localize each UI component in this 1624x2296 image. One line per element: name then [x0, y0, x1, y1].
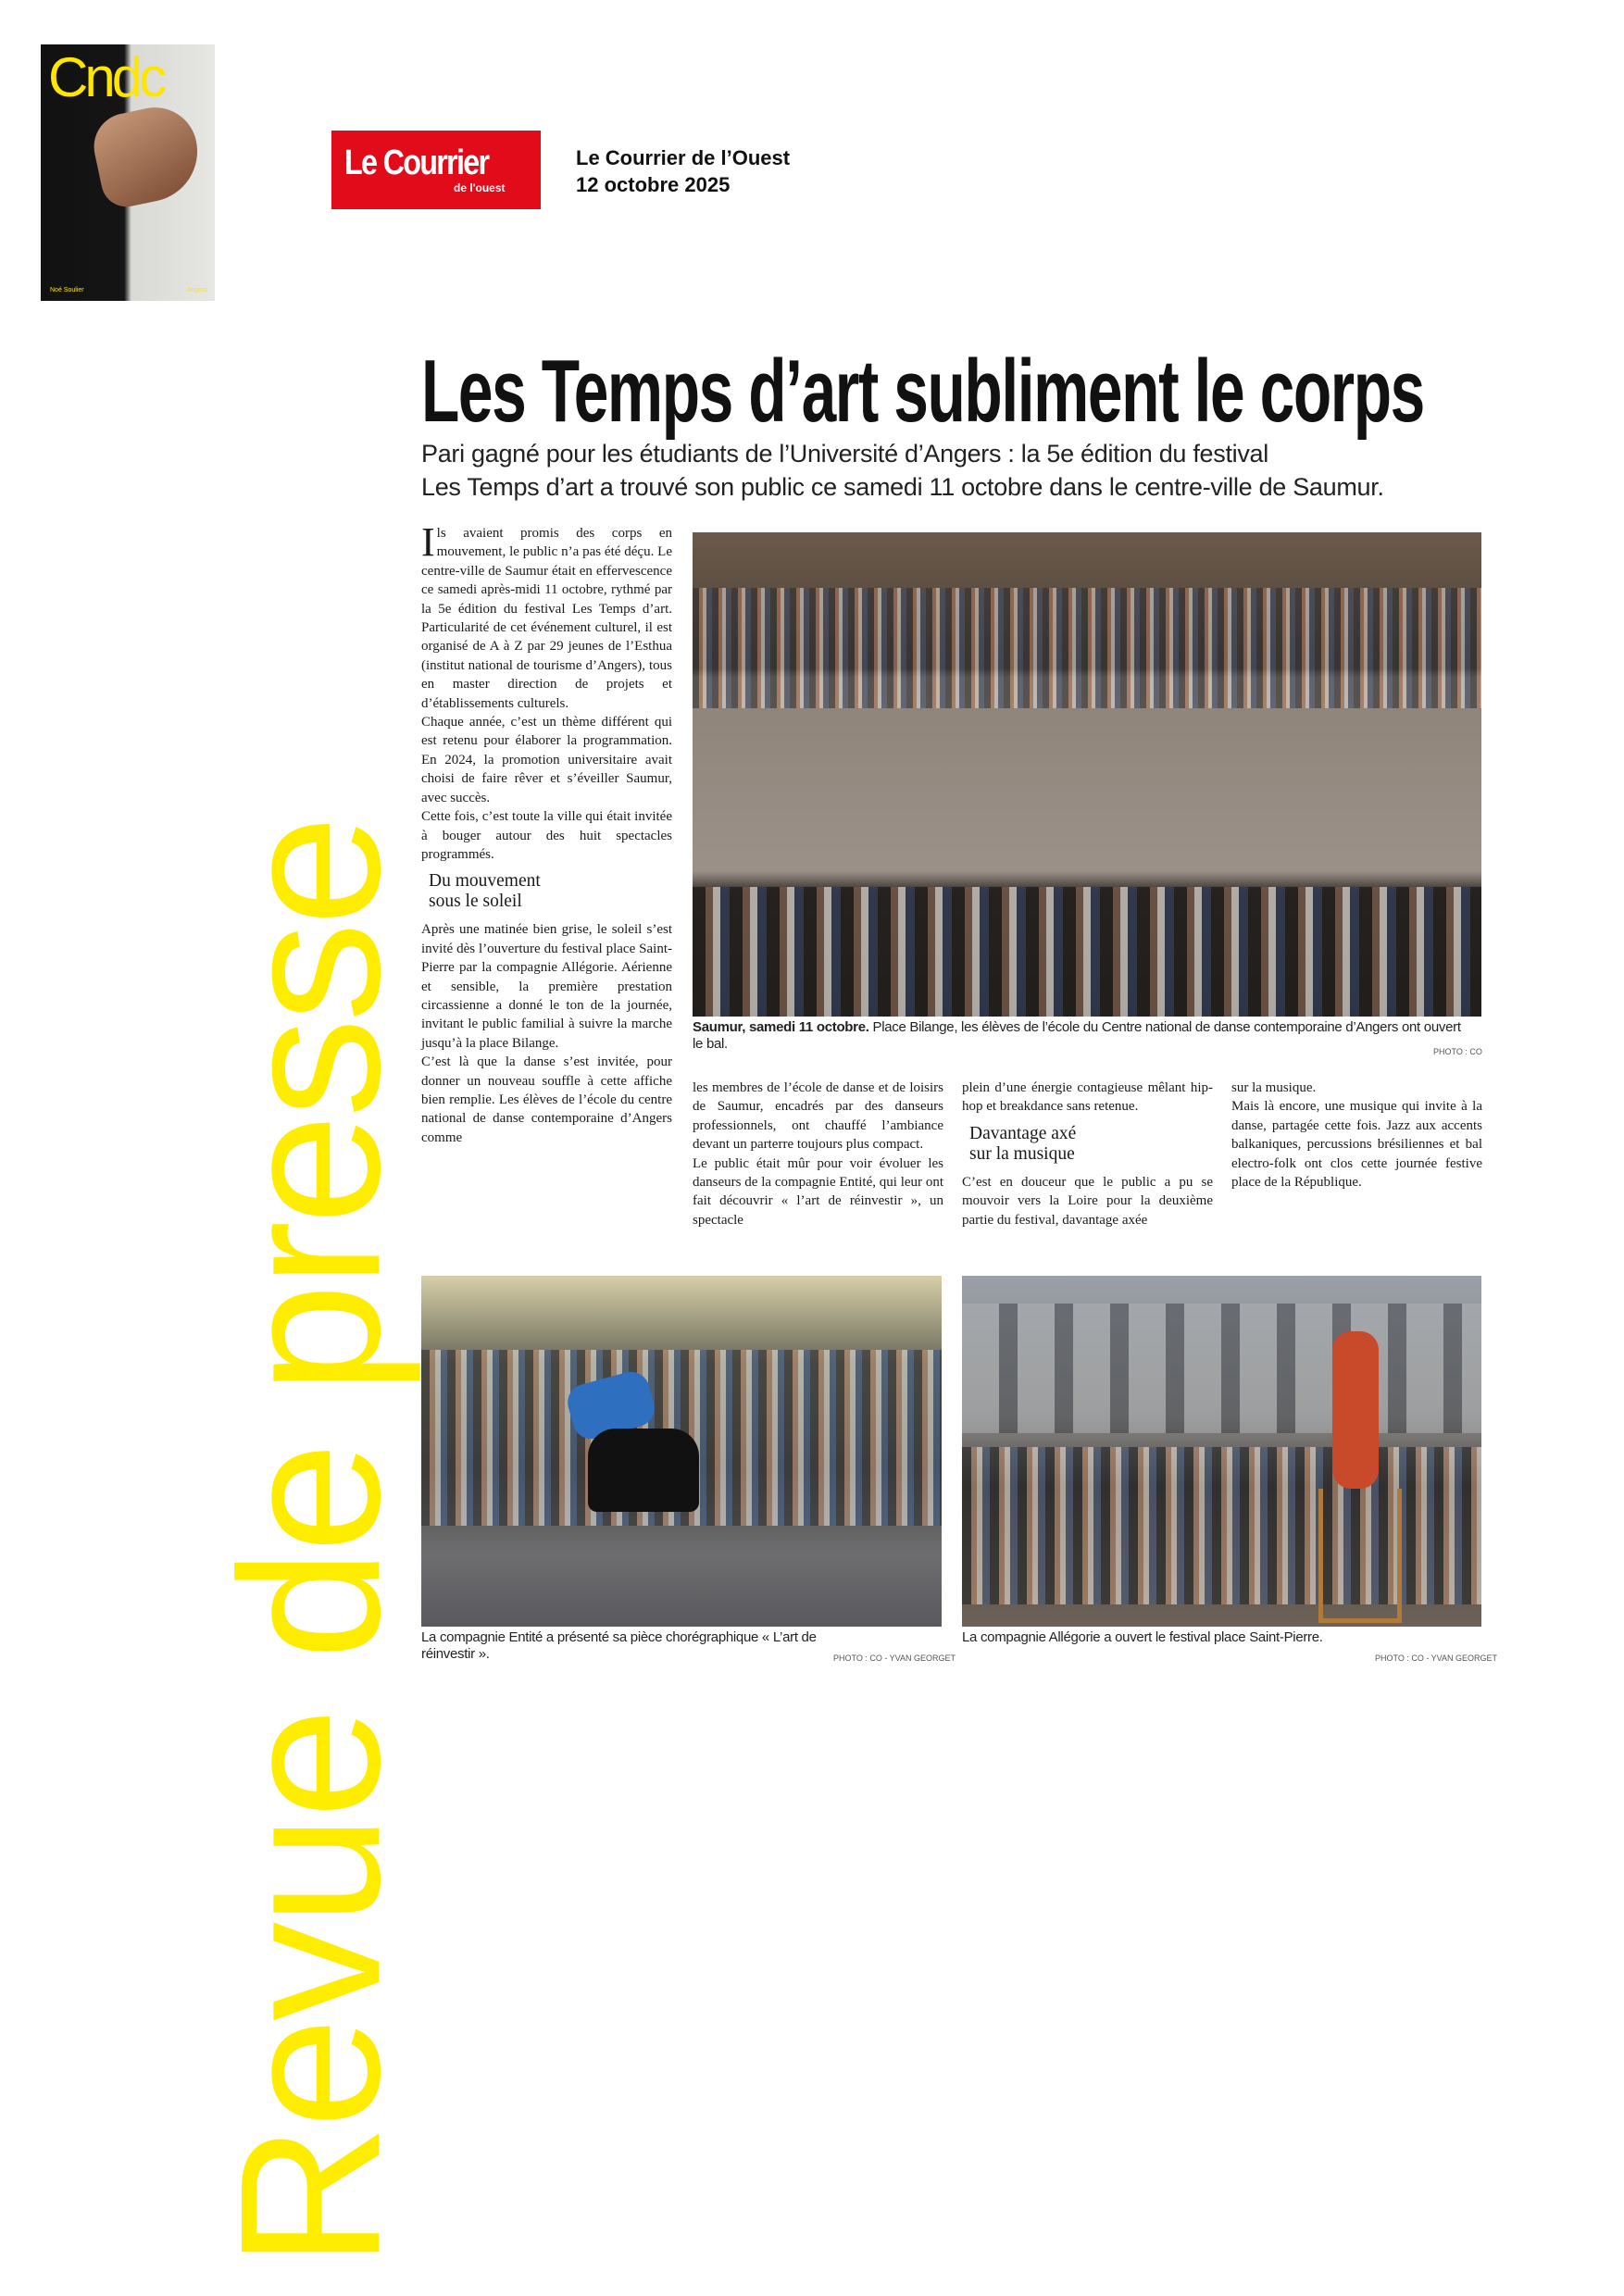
dancer-legs: [588, 1429, 699, 1512]
acrobat: [1332, 1331, 1379, 1489]
headline: Les Temps d’art subliment le corps: [421, 342, 1424, 441]
main-photo-caption: [693, 1019, 1470, 1053]
cndc-poster: [41, 44, 215, 301]
dropcap: I: [421, 519, 435, 565]
poster-footer-right: Angers: [186, 287, 207, 293]
paragraph: Cette fois, c’est toute la ville qui était invitée à bouger autour des huit spectacles programmés.: [421, 809, 672, 862]
paragraph: Chaque année, c’est un thème différent qui est retenu pour élaborer la programmation. En 2024, la promotion universitaire avait choisi de faire rêver et s’éveiller Saumur, avec succès.: [421, 715, 672, 805]
caption-text: Place Bilange, les élèves de l’école du Centre national de danse contemporaine d’Angers ont ouvert le bal.: [693, 1019, 1461, 1052]
buildings: [962, 1304, 1481, 1433]
paragraph: C’est là que la danse s’est invitée, pour donner un nouveau souffle à cette affiche bien remplie. Les élèves de l’école du centre national de danse contemporaine d’Angers comme: [421, 1054, 672, 1145]
photo-entite-caption: La compagnie Entité a présenté sa pièce chorégraphique « L’art de réinvestir ».: [421, 1629, 817, 1662]
source-date: 12 octobre 2025: [576, 173, 731, 196]
subtitle-line2: Les Temps d’art a trouvé son public ce samedi 11 octobre dans le centre-ville de Saumur.: [421, 473, 1384, 501]
column-3: [962, 1079, 1213, 1229]
logo-line1: Le Courrier: [344, 144, 489, 182]
photo-credit: PHOTO : CO: [1433, 1047, 1482, 1056]
poster-footer-left: Noé Soulier: [50, 287, 84, 293]
subtitle-line1: Pari gagné pour les étudiants de l’Université d’Angers : la 5e édition du festival: [421, 440, 1268, 468]
column-1: [421, 519, 672, 1147]
paragraph-continued: plein d’une énergie contagieuse mêlant hip-hop et breakdance sans retenue.: [962, 1080, 1213, 1115]
caption-bold: Saumur, samedi 11 octobre.: [693, 1019, 869, 1035]
photo-allegorie-caption: La compagnie Allégorie a ouvert le festival place Saint-Pierre.: [962, 1629, 1323, 1645]
paragraph-continued: sur la musique.: [1231, 1080, 1317, 1095]
paragraph: Mais là encore, une musique qui invite à la danse, partagée cette fois. Jazz aux accents balkaniques, percussions brésiliennes et bal electro-folk ont clos cette journée festive place de la République.: [1231, 1099, 1482, 1191]
side-title: Revue de presse: [198, 818, 421, 2268]
crowd: [962, 1447, 1481, 1604]
stacked-chairs: [1318, 1489, 1402, 1623]
photo-credit: PHOTO : CO - YVAN GEORGET: [1375, 1653, 1498, 1663]
subheading-line: Du mouvement: [429, 871, 541, 892]
source-name: Le Courrier de l’Ouest: [576, 146, 791, 169]
photo-allegorie: [962, 1276, 1481, 1627]
paragraph: [421, 519, 672, 713]
paragraph: C’est en douceur que le public a pu se mouvoir vers la Loire pour la deuxième partie du festival, davantage axée: [962, 1174, 1213, 1228]
paragraph: Après une matinée bien grise, le soleil s’est invité dès l’ouverture du festival place Saint-Pierre par la compagnie Allégorie. Aérienne et sensible, la première prestation circassienne a donné le ton de la journée, invitant le public familial à suivre la marche jusqu’à la place Bilange.: [421, 922, 672, 1051]
subheading-line: sur la musique: [969, 1143, 1075, 1164]
newspaper-logo: [331, 131, 541, 209]
paragraph: Le public était mûr pour voir évoluer les danseurs de la compagnie Entité, qui leur ont fait découvrir « l’art de réinvestir », un spectacle: [693, 1155, 943, 1228]
photo-credit: PHOTO : CO - YVAN GEORGET: [833, 1653, 956, 1663]
subheading-line: sous le soleil: [429, 892, 522, 912]
subheading: [969, 1124, 1213, 1165]
photo-entite: [421, 1276, 942, 1627]
audience-foreground: [693, 887, 1481, 1017]
cndc-logo: Cndc: [48, 46, 164, 108]
main-photo: [693, 532, 1481, 1017]
subheading-line: Davantage axé: [969, 1123, 1077, 1143]
logo-line2: de l'ouest: [454, 181, 506, 194]
column-2: [693, 1079, 943, 1229]
crowd: [693, 588, 1481, 708]
paragraph-continued: les membres de l’école de danse et de loisirs de Saumur, encadrés par des danseurs professionnels, ont chauffé l’ambiance devant un parterre toujours plus compact.: [693, 1080, 943, 1153]
paragraph-text: ls avaient promis des corps en mouvement, le public n’a pas été déçu. Le centre-ville de Saumur était en effervescence ce samedi après-midi 11 octobre, rythmé par la 5e édition du festival Les Temps d’art. Particularité de cet événement culturel, il est organisé de A à Z par 29 jeunes de l’Esthua (institut national de tourisme d’Angers), tous en master direction de projets et d’établissements culturels.: [421, 526, 672, 711]
source-info: [576, 144, 790, 198]
subtitle: [421, 437, 1495, 504]
subheading: [429, 871, 672, 912]
hand-image: [88, 100, 206, 212]
column-4: [1231, 1079, 1482, 1192]
